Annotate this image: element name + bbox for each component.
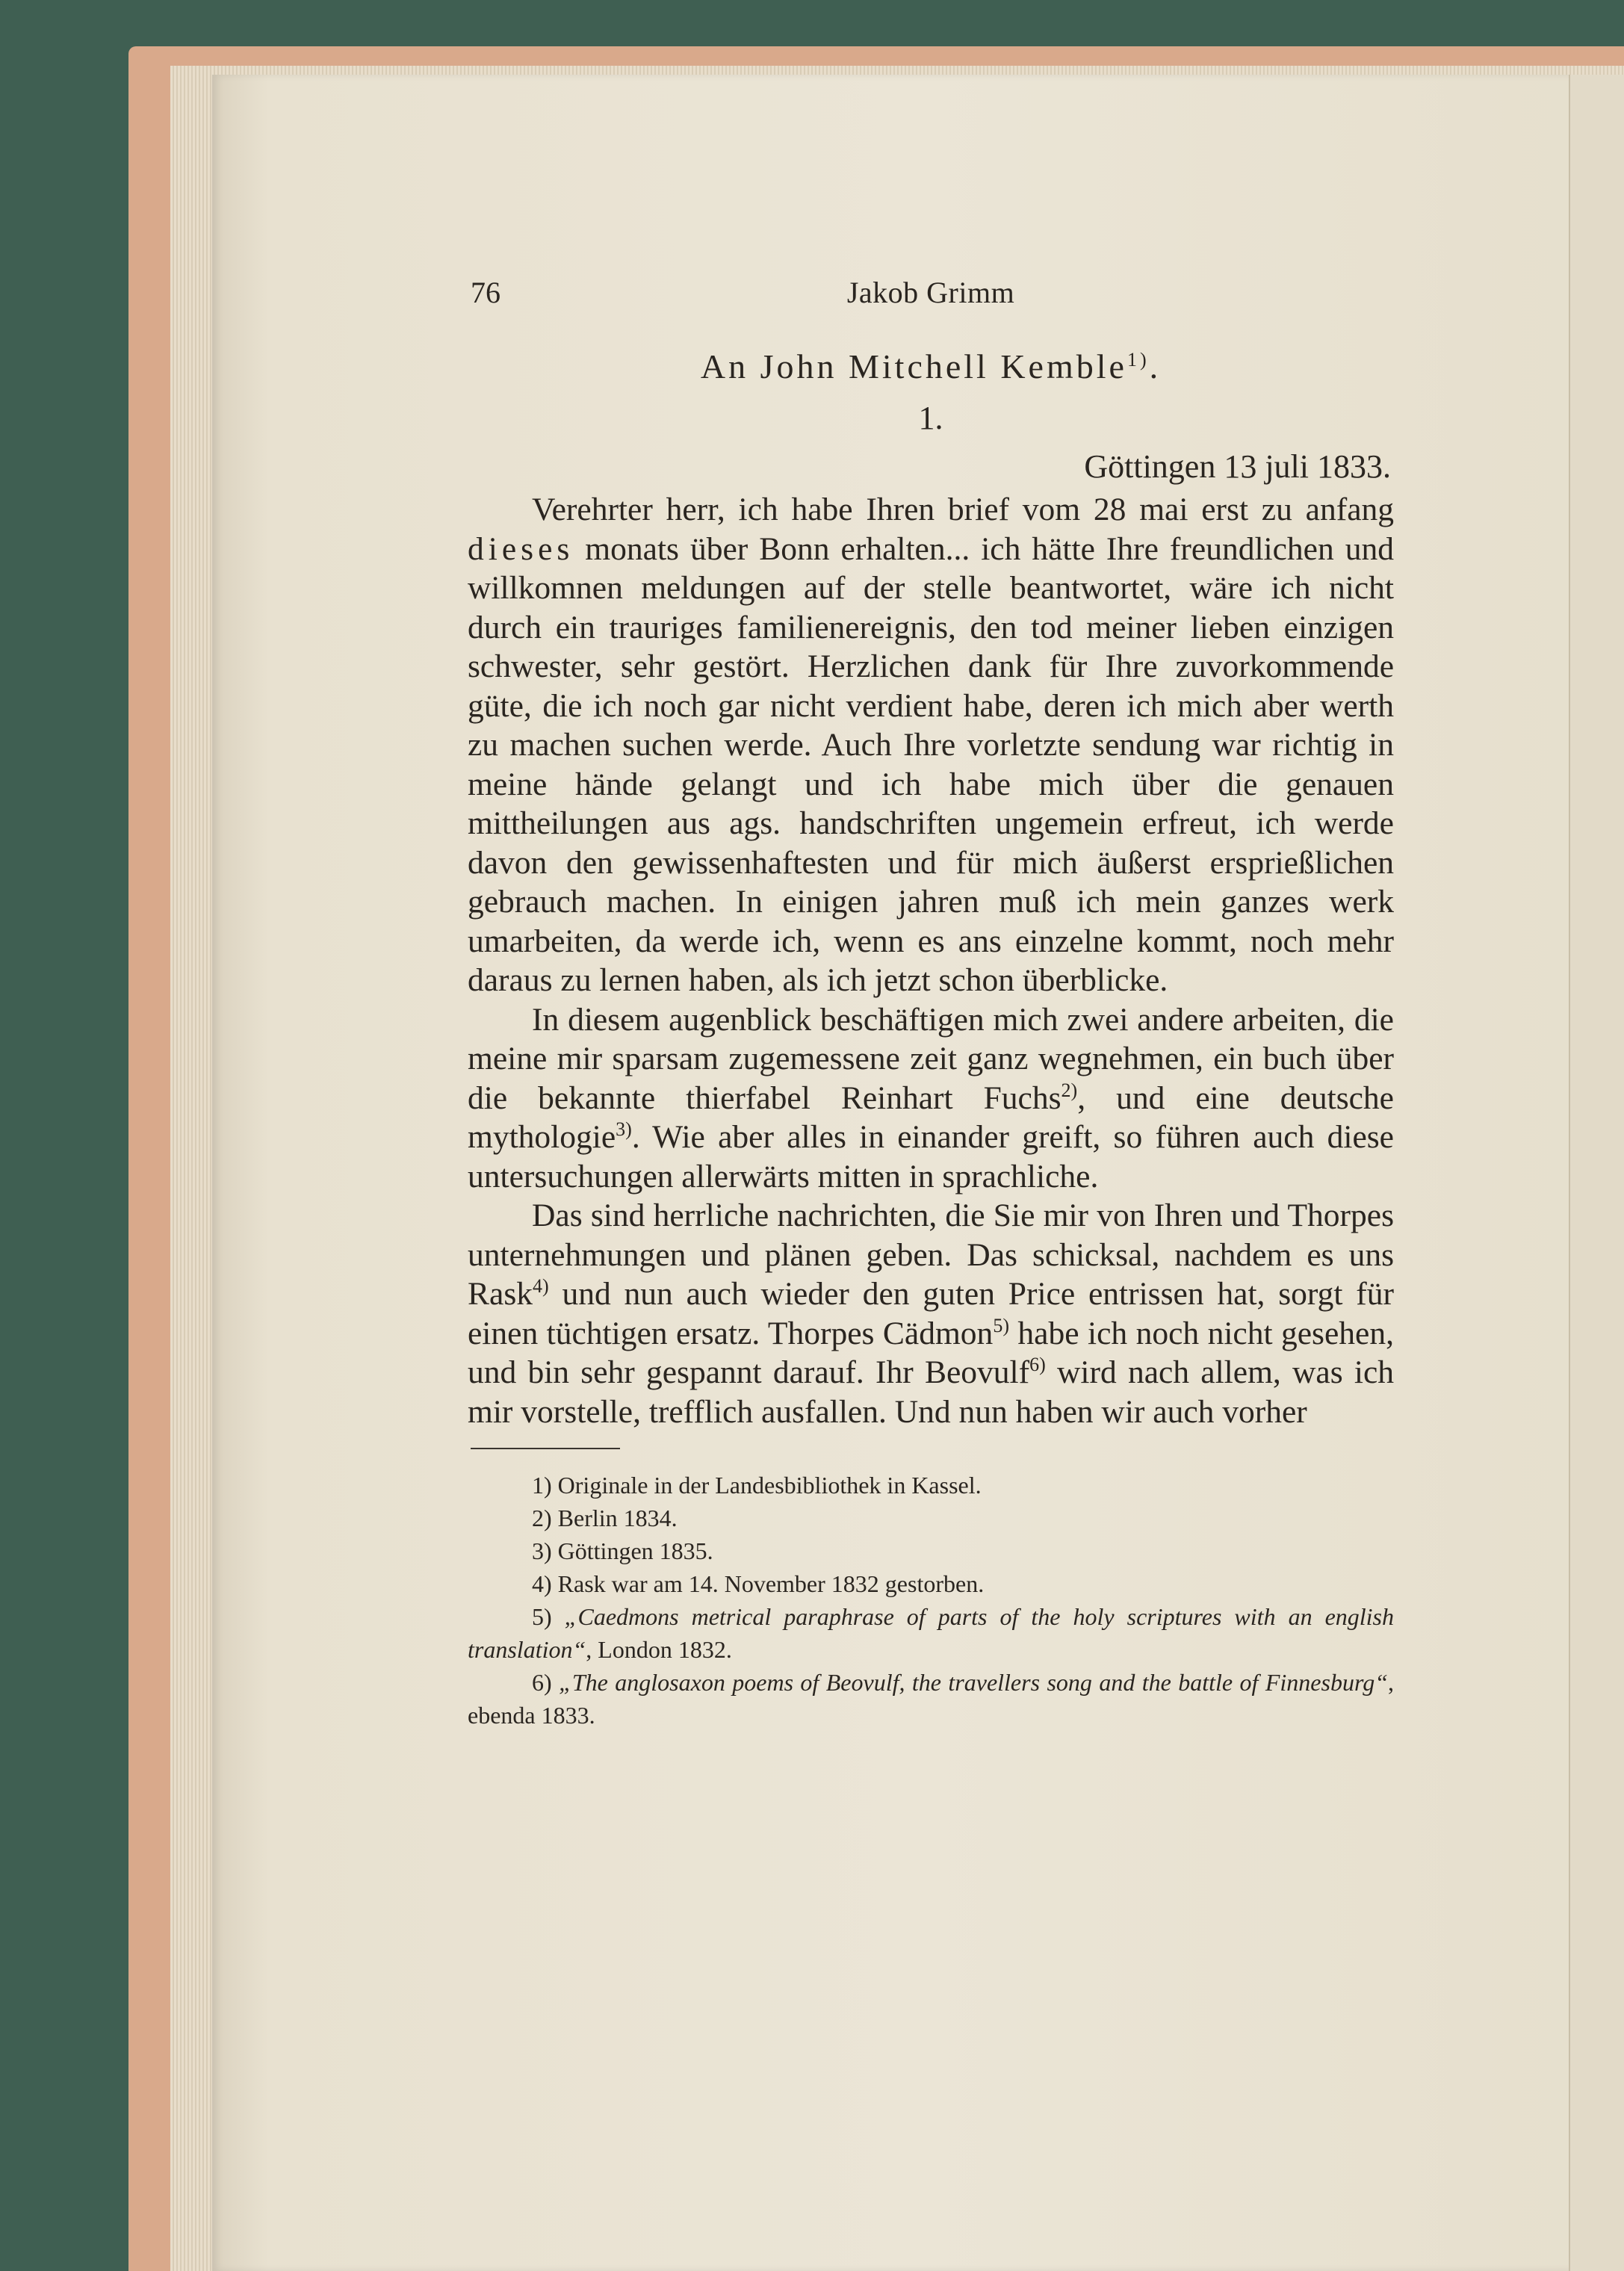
- footnote-3: 3) Göttingen 1835.: [532, 1537, 713, 1564]
- paragraph-3-text-c: habe ich noch nicht gesehen, und bin sehr gespannt darauf. Ihr Beovulf: [468, 1315, 1394, 1390]
- footnote-1: 1) Originale in der Landesbibliothek in Kassel.: [532, 1472, 982, 1499]
- footnote-ref-1: 1): [1126, 349, 1150, 371]
- paragraph-2-text-c: . Wie aber alles in einander greift, so führen auch diese untersuchungen allerwärts mitten in sprachliche.: [468, 1119, 1394, 1195]
- footnote-5-rest: , London 1832.: [586, 1636, 732, 1663]
- page-header: [468, 254, 1394, 332]
- facing-page-edge: [1569, 75, 1624, 2271]
- paragraph-3-text-d: wird nach allem, was ich mir vorstelle, trefflich ausfallen. Und nun haben wir auch vorher: [468, 1354, 1395, 1430]
- footnote-6-title: „The anglosaxon poems of Beovulf, the travellers song and the battle of Finnesburg“: [559, 1669, 1389, 1696]
- footnote-2: 2) Berlin 1834.: [532, 1505, 678, 1531]
- footnote-5-title: „Caedmons metrical paraphrase of parts of the holy scriptures with an english translation“: [468, 1603, 1395, 1663]
- footnote-6: [468, 1666, 1394, 1732]
- footnote-ref-6: 6): [1029, 1354, 1046, 1375]
- paragraph-1-start: Verehrter herr, ich habe Ihren brief vom 28 mai erst zu anfang: [532, 492, 1394, 527]
- paragraph-2: [468, 1000, 1394, 1197]
- paragraph-1: [468, 490, 1394, 1000]
- paragraph-2-text-b: , und eine deutsche mythologie: [468, 1079, 1394, 1155]
- letter-title-text: An John Mitchell Kemble: [700, 347, 1127, 385]
- paragraph-2-text-a: In diesem augenblick beschäftigen mich zwei andere arbeiten, die meine mir sparsam zugemessene zeit ganz wegnehmen, ein buch über die bekannte thierfabel Reinhart Fuchs: [468, 1001, 1394, 1116]
- footnotes: [468, 1469, 1394, 1732]
- dateline: Göttingen 13 juli 1833.: [1084, 448, 1391, 485]
- footnote-6-number: 6): [532, 1669, 560, 1696]
- letter-title: An John Mitchell Kemble$^{1)}$.: [700, 347, 1162, 385]
- paragraph-1-rest: monats über Bonn erhalten... ich hätte Ihre freundlichen und willkomnen meldungen auf der stelle beantwortet, wäre ich nicht durch ein trauriges familienereignis, den tod meiner lieben einzigen schwester, sehr gestört. Herzlichen dank für Ihre zuvorkommende güte, die ich noch gar nicht verdient habe, deren ich mich aber werth zu machen suchen werde. Auch Ihre vorletzte sendung war richtig in meine hände gelangt und ich habe mich über die genauen mittheilungen aus ags. handschriften ungemein erfreut, ich werde davon den gewissenhaftesten und für mich äußerst ersprießlichen gebrauch machen. In einigen jahren muß ich mein ganzes werk umarbeiten, da werde ich, wenn es ans einzelne kommt, noch mehr daraus zu lernen haben, als ich jetzt schon überblicke.: [468, 530, 1394, 998]
- footnote-5-number: 5): [532, 1603, 565, 1630]
- footnote-ref-4: 4): [533, 1275, 549, 1297]
- paragraph-3: [468, 1196, 1394, 1431]
- emphasis-spaced: dieses: [468, 530, 574, 567]
- footnote-5: [468, 1600, 1394, 1666]
- footnote-6-rest: , ebenda 1833.: [468, 1669, 1395, 1729]
- letter-number: 1.: [918, 400, 943, 436]
- paragraph-3-text-b: und nun auch wieder den guten Price entrissen hat, sorgt für einen tüchtigen ersatz. Thorpes Cädmon: [468, 1276, 1394, 1351]
- page-text-area: [468, 254, 1394, 1732]
- page-number: 76: [471, 276, 500, 309]
- paragraph-3-text-a: Das sind herrliche nachrichten, die Sie mir von Ihren und Thorpes unternehmungen und plänen geben. Das schicksal, nachdem es uns Rask: [468, 1198, 1394, 1312]
- footnote-ref-2: 2): [1061, 1079, 1078, 1101]
- footnote-ref-5: 5): [993, 1314, 1009, 1336]
- footnote-rule: [471, 1448, 620, 1449]
- footnote-4: 4) Rask war am 14. November 1832 gestorben.: [532, 1570, 985, 1597]
- footnote-ref-3: 3): [616, 1118, 632, 1140]
- letter-body: [468, 490, 1394, 1431]
- running-head: Jakob Grimm: [846, 276, 1015, 309]
